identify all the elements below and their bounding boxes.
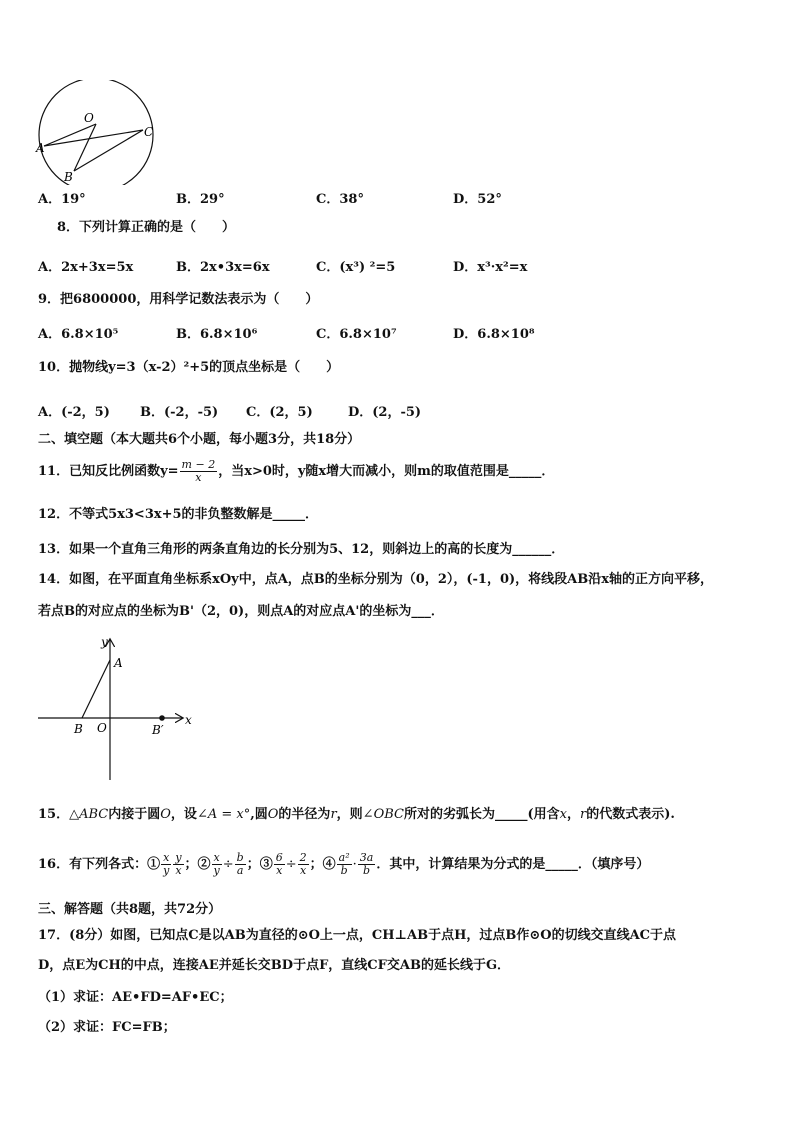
q9-option-d: D．6.8×10⁸ [453, 327, 535, 342]
point-b-prime [159, 715, 165, 721]
q16-expr1-frac1 [161, 852, 171, 877]
q9-option-c: C．6.8×10⁷ [316, 327, 397, 342]
q8-option-c: C．(x³) ²=5 [316, 260, 396, 275]
label-a: A [114, 656, 123, 670]
label-o: O [97, 721, 107, 735]
denominator: x [175, 864, 182, 877]
numerator: 2 [299, 851, 307, 864]
label-c: C [144, 125, 154, 139]
q8-option-d: D．x³·x²=x [453, 260, 528, 275]
denominator: x [276, 864, 283, 877]
segment-ao [44, 124, 96, 146]
q7-option-a: A．19° [38, 192, 86, 207]
q9-option-a: A．6.8×10⁵ [38, 327, 119, 342]
q15-part: 15． [38, 807, 70, 822]
q15-o: O [160, 807, 171, 822]
numerator: a² [338, 851, 350, 864]
q16-expr4-frac1 [337, 852, 352, 877]
q10-stem: 10．抛物线y=3（x-2）²+5的顶点坐标是（ ） [38, 360, 340, 375]
q16-sep: ；③ [246, 857, 273, 872]
q16-sep: ；④ [309, 857, 336, 872]
label-b: B [74, 722, 83, 736]
q7-option-d: D．52° [453, 192, 502, 207]
q15-part: ，则 [336, 807, 363, 822]
q15-r: r [579, 807, 587, 822]
q13: 13．如果一个直角三角形的两条直角边的长分别为5、12，则斜边上的高的长度为______． [38, 542, 565, 557]
q11-post: ，当x>0时，y随x增大而减小，则m的取值范围是_____． [218, 464, 555, 479]
q16-expr1-frac2 [173, 852, 183, 877]
q10-option-a: A．(-2，5) [38, 405, 110, 420]
label-b-prime: B′ [152, 723, 164, 737]
numerator: x [163, 851, 170, 864]
q7-option-c: C．38° [316, 192, 364, 207]
label-o: O [84, 111, 94, 125]
q11-numerator: m − 2 [181, 458, 216, 471]
segment-ac [44, 130, 143, 146]
q17-line2: D，点E为CH的中点，连接AE并延长交BD于点F，直线CF交AB的延长线于G． [38, 958, 511, 973]
q15-x: x [559, 807, 567, 822]
label-b: B [64, 170, 73, 184]
q16-operator: ÷ [285, 857, 297, 872]
denominator: y [213, 864, 220, 877]
q10-option-c: C．(2，5) [246, 405, 313, 420]
denominator: a [236, 864, 244, 877]
q16-post: ．其中，计算结果为分式的是_____．（填序号） [376, 857, 650, 872]
q8-stem: 8．下列计算正确的是（ ） [57, 220, 236, 235]
circle-figure [34, 80, 164, 185]
q15-part: 所对的劣弧长为_____(用含 [403, 807, 560, 822]
q16-sep: ；② [184, 857, 211, 872]
numerator: 6 [275, 851, 283, 864]
numerator: x [213, 851, 220, 864]
q16-pre: 16．有下列各式：① [38, 857, 161, 872]
q9-stem: 9．把6800000，用科学记数法表示为（ ） [38, 292, 319, 307]
q15-angle: ∠A = x° [196, 807, 251, 822]
q9-option-b: B．6.8×10⁶ [176, 327, 258, 342]
q15 [38, 807, 675, 823]
label-y: y [101, 635, 108, 649]
q15-r: r [330, 807, 337, 822]
coordinate-figure [34, 634, 204, 784]
q16 [38, 850, 649, 880]
q15-part: 内接于圆 [108, 807, 161, 822]
q16-expr4-frac2 [358, 852, 376, 877]
q16-expr2-frac1 [212, 852, 222, 877]
denominator: x [300, 864, 307, 877]
q17-sub1: （1）求证：AE•FD=AF•EC； [38, 990, 233, 1005]
q15-part: 的代数式表示). [586, 807, 675, 822]
q12: 12．不等式5x3<3x+5的非负整数解是_____． [38, 507, 319, 522]
label-a: A [36, 141, 45, 155]
q15-part: 的半径为 [278, 807, 331, 822]
denominator: b [363, 864, 371, 877]
q11-fraction [180, 459, 218, 484]
q16-expr3-frac2 [298, 852, 309, 877]
q15-part: ， [566, 807, 580, 822]
q14-line2: 若点B的对应点的坐标为B'（2，0)，则点A的对应点A'的坐标为___． [38, 604, 444, 619]
q16-operator: ÷ [222, 857, 234, 872]
q8-option-a: A．2x+3x=5x [38, 260, 134, 275]
denominator: y [163, 864, 170, 877]
q15-o: O [267, 807, 279, 822]
q10-option-d: D．(2，-5) [348, 405, 422, 420]
q15-triangle: △ABC [69, 807, 109, 822]
numerator: y [175, 851, 182, 864]
denominator: b [340, 864, 348, 877]
section-fill-in-heading: 二、填空题（本大题共6个小题，每小题3分，共18分） [38, 432, 361, 447]
q16-expr3-frac1 [274, 852, 285, 877]
q10-option-b: B．(-2，-5) [140, 405, 219, 420]
numerator: 3a [359, 851, 374, 864]
q15-part: ，设 [170, 807, 197, 822]
numerator: b [236, 851, 244, 864]
q11-pre: 11．已知反比例函数y= [38, 464, 179, 479]
q11-denominator: x [195, 471, 202, 484]
q14-line1: 14．如图，在平面直角坐标系xOy中，点A，点B的坐标分别为（0，2），(-1，0)，将线段AB沿x轴的正方向平移， [38, 572, 713, 587]
q17-line1: 17．(8分）如图，已知点C是以AB为直径的⊙O上一点，CH⊥AB于点H，过点B作⊙O的切线交直线AC于点 [38, 928, 677, 943]
circle-o [39, 80, 153, 185]
q16-expr2-frac2 [235, 852, 246, 877]
q11 [38, 458, 554, 486]
q16-operator: · [352, 857, 357, 872]
q17-sub2: （2）求证：FC=FB； [38, 1020, 176, 1035]
section-answer-heading: 三、解答题（共8题，共72分） [38, 902, 222, 917]
q15-part: ,圆 [250, 807, 268, 822]
segment-ab [82, 660, 110, 718]
q15-angle-obc: ∠OBC [362, 807, 404, 822]
q8-option-b: B．2x•3x=6x [176, 260, 270, 275]
label-x: x [185, 713, 192, 727]
q7-option-b: B．29° [176, 192, 225, 207]
